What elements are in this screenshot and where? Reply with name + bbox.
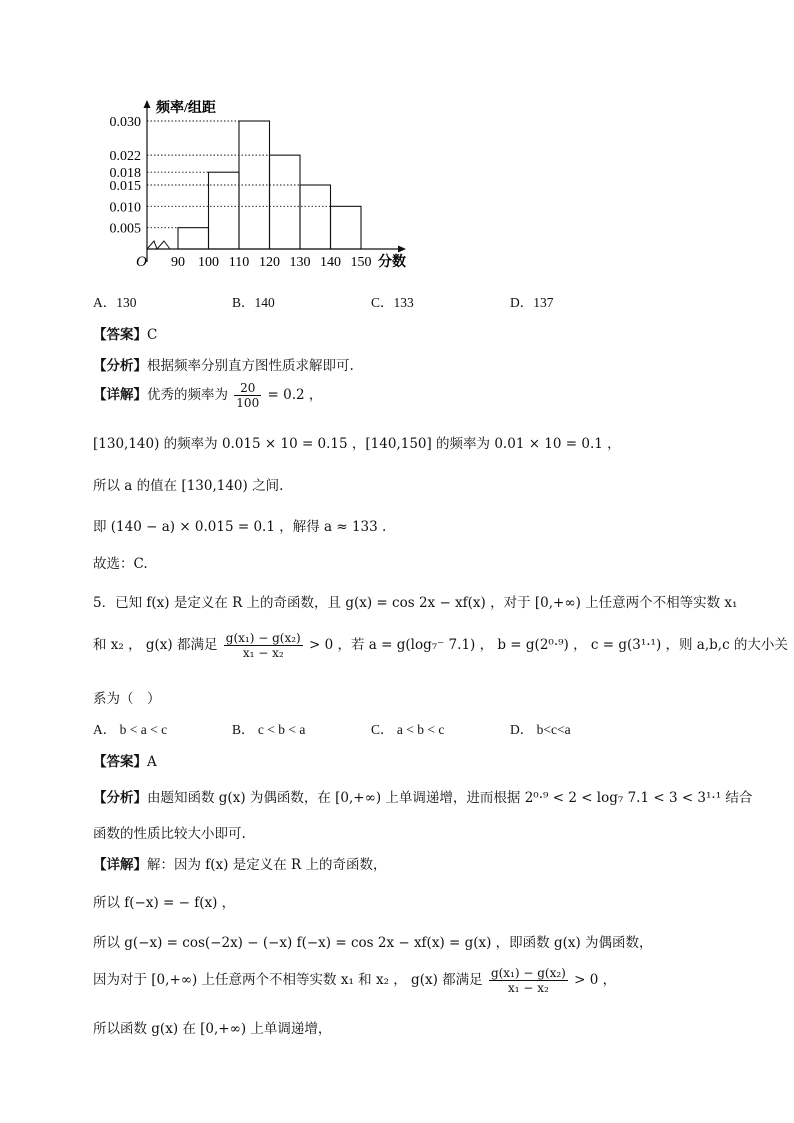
histogram-bar: [178, 228, 209, 249]
y-axis-arrow: [144, 100, 151, 108]
histogram-bar: [300, 185, 331, 249]
q5-option-b: B． c < b < a: [232, 722, 306, 737]
y-tick-label: 0.018: [109, 166, 141, 182]
answer-tag: 【答案】: [93, 327, 147, 343]
x-axis-arrow: [398, 246, 406, 253]
answer-value: C: [147, 327, 158, 343]
y-tick-label: 0.005: [109, 221, 141, 237]
q4-option-c: C．133: [371, 295, 414, 310]
q4-detail-line-4: 即 (140 − a) × 0.015 = 0.1 ，解得 a ≈ 133 .: [93, 519, 387, 535]
y-tick-label: 0.015: [109, 179, 141, 194]
fraction: $\frac{\text{g(x₁) − g(x₂)}}{\text{x₁ − x₂}}$: [225, 631, 301, 660]
q4-detail-line-3: 所以 a 的值在 [130,140) 之间.: [93, 478, 284, 494]
detail-tag: 【详解】: [93, 857, 147, 873]
x-tick-label: 140: [320, 255, 341, 270]
detail-tag: 【详解】: [93, 387, 147, 403]
q5-detail-line-4: 因为对于 [0,+∞) 上任意两个不相等实数 x₁ 和 x₂ ， g(x) 都满足 $\frac{\text{g(x₁) − g(x₂)}}{\text{x₁ − x₂}}$ > 0 ，: [93, 966, 617, 995]
y-tick-label: 0.030: [109, 115, 141, 130]
q4-analysis-line: [93, 354, 354, 374]
analysis-tag: 【分析】: [93, 790, 147, 806]
q5-stem-line-2: 和 x₂ ， g(x) 都满足 $\frac{\text{g(x₁) − g(x₂)}}{\text{x₁ − x₂}}$ > 0 ，若 a = g(log₇⁻ 7.1) ， b = g(2⁰·⁹) ， c = g(3¹·¹) ，则 a,b,c 的大小关: [93, 631, 788, 660]
q5-option-d: D． b<c<a: [510, 722, 571, 737]
histogram-chart: [0, 0, 794, 290]
analysis-text: 根据频率分别直方图性质求解即可.: [147, 358, 354, 374]
x-axis-label: 分数: [378, 255, 406, 270]
q5-analysis-line-2: 函数的性质比较大小即可.: [93, 826, 246, 842]
q4-option-a: A．130: [93, 295, 137, 310]
q4-answer-line: [93, 323, 157, 343]
answer-tag: 【答案】: [93, 754, 147, 770]
q5-option-c: C． a < b < c: [371, 722, 445, 737]
q4-detail-line-2: [130,140) 的频率为 0.015 × 10 = 0.15 ，[140,150] 的频率为 0.01 × 10 = 0.1 ，: [93, 436, 621, 452]
x-tick-label: 150: [350, 255, 372, 270]
y-tick-label: 0.022: [109, 149, 141, 165]
q5-option-a: A． b < a < c: [93, 722, 168, 737]
histogram-bar: [270, 155, 301, 249]
q5-detail-line-2: 所以 f(−x) = − f(x) ，: [93, 895, 236, 911]
q4-detail-line-5: 故选：C.: [93, 556, 148, 572]
q5-detail-line-5: 所以函数 g(x) 在 [0,+∞) 上单调递增，: [93, 1021, 332, 1037]
analysis-tag: 【分析】: [93, 358, 147, 374]
y-axis-label: 频率/组距: [156, 101, 216, 116]
answer-value: A: [147, 754, 157, 770]
q5-stem-line-1: 5．已知 f(x) 是定义在 R 上的奇函数，且 g(x) = cos 2x − xf(x) ，对于 [0,+∞) 上任意两个不相等实数 x₁: [93, 595, 738, 611]
q4-option-b: B．140: [232, 295, 275, 310]
origin-label: O: [136, 254, 147, 270]
fraction: $\frac{20}{100}$: [236, 381, 260, 410]
axis-break-mark: [147, 241, 170, 249]
q5-analysis-line-1: 【分析】由题知函数 g(x) 为偶函数，在 [0,+∞) 上单调递增，进而根据 2⁰·⁹ < 2 < log₇ 7.1 < 3 < 3¹·¹ 结合: [93, 790, 753, 806]
x-tick-label: 110: [228, 255, 250, 270]
q5-answer-line: [93, 750, 157, 770]
histogram-bar: [209, 172, 240, 249]
x-tick-label: 90: [171, 255, 185, 270]
q5-stem-line-3: 系为（ ）: [93, 691, 161, 707]
y-tick-label: 0.010: [109, 200, 141, 216]
q5-detail-line-1: 【详解】解：因为 f(x) 是定义在 R 上的奇函数，: [93, 857, 387, 873]
x-tick-label: 120: [259, 255, 280, 270]
x-tick-label: 100: [198, 255, 219, 270]
x-tick-label: 130: [289, 255, 311, 270]
q5-detail-line-3: 所以 g(−x) = cos(−2x) − (−x) f(−x) = cos 2x − xf(x) = g(x) ，即函数 g(x) 为偶函数，: [93, 935, 653, 951]
q4-detail-line-1: 【详解】优秀的频率为 $\frac{20}{100}$ = 0.2 ，: [93, 381, 323, 410]
fraction: $\frac{\text{g(x₁) − g(x₂)}}{\text{x₁ − x₂}}$: [490, 966, 566, 995]
histogram-bar: [239, 121, 270, 249]
q4-option-d: D．137: [510, 295, 554, 310]
histogram-bar: [331, 206, 362, 249]
